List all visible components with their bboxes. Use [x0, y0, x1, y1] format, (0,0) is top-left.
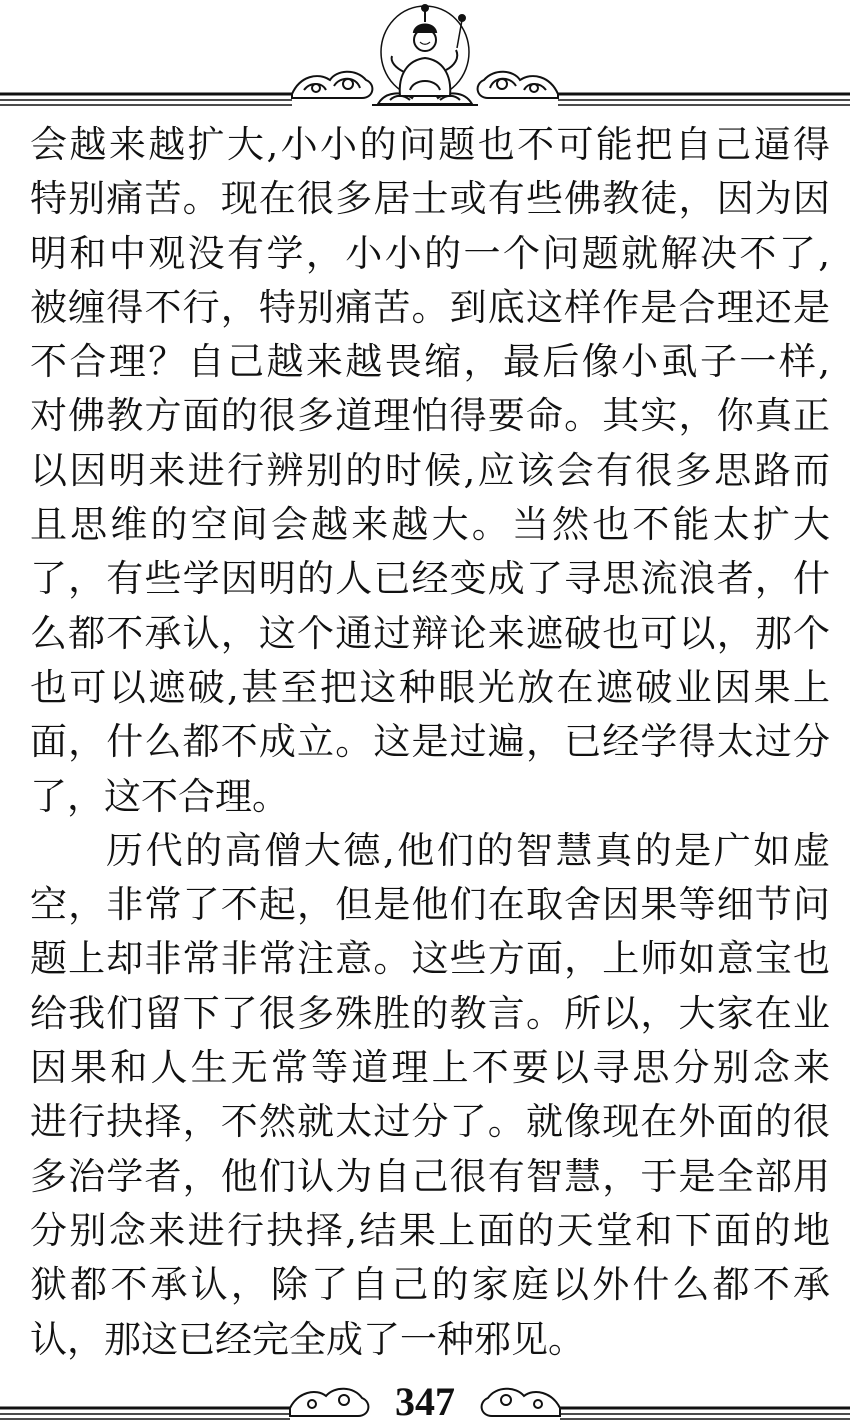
- text-line: 被缠得不行，特别痛苦。到底这样作是合理还是: [30, 285, 830, 329]
- deity-figure-icon: [378, 5, 472, 104]
- text-line: 空，非常了不起，但是他们在取舍因果等细节问: [30, 883, 830, 927]
- text-line: 因果和人生无常等道理上不要以寻思分别念来: [30, 1046, 830, 1090]
- text-line: 明和中观没有学，小小的一个问题就解决不了,: [30, 231, 830, 275]
- text-line: 历代的高僧大德,他们的智慧真的是广如虚: [106, 828, 830, 872]
- text-line: 分别念来进行抉择,结果上面的天堂和下面的地: [30, 1208, 830, 1252]
- text-line: 不合理？自己越来越畏缩，最后像小虱子一样,: [30, 340, 830, 384]
- paragraph: [30, 824, 830, 1367]
- text-line: 狱都不承认，除了自己的家庭以外什么都不承: [30, 1263, 830, 1307]
- body-text: [30, 118, 830, 1367]
- text-line: 会越来越扩大,小小的问题也不可能把自己逼得: [30, 123, 830, 166]
- text-line: 认，那这已经完全成了一种邪见。: [30, 1317, 585, 1361]
- cloud-scroll-left-icon: [292, 72, 372, 98]
- text-line: 面，什么都不成立。这是过遍，已经学得太过分: [30, 720, 830, 764]
- text-line: 对佛教方面的很多道理怕得要命。其实，你真正: [30, 394, 830, 438]
- page-header: [0, 0, 850, 112]
- text-line: 了，有些学因明的人已经变成了寻思流浪者，什: [30, 557, 830, 601]
- text-line: 多治学者，他们认为自己很有智慧，于是全部用: [30, 1154, 830, 1198]
- paragraph: [30, 118, 830, 824]
- cloud-scroll-right-icon: [478, 72, 558, 98]
- text-line: 以因明来进行辨别的时候,应该会有很多思路而: [30, 448, 830, 492]
- text-line: 也可以遮破,甚至把这种眼光放在遮破业因果上: [30, 665, 830, 709]
- text-line: 了，这不合理。: [30, 774, 289, 818]
- text-line: 么都不承认，这个通过辩论来遮破也可以，那个: [30, 611, 830, 655]
- text-line: 特别痛苦。现在很多居士或有些佛教徒，因为因: [30, 177, 830, 221]
- page-number: 347: [395, 1379, 455, 1424]
- text-line: 给我们留下了很多殊胜的教言。所以，大家在业: [30, 991, 830, 1035]
- text-line: 且思维的空间会越来越大。当然也不能太扩大: [30, 503, 830, 547]
- text-line: 题上却非常非常注意。这些方面，上师如意宝也: [30, 937, 830, 981]
- header-ornament: [0, 0, 850, 112]
- text-line: 进行抉择，不然就太过分了。就像现在外面的很: [30, 1100, 830, 1144]
